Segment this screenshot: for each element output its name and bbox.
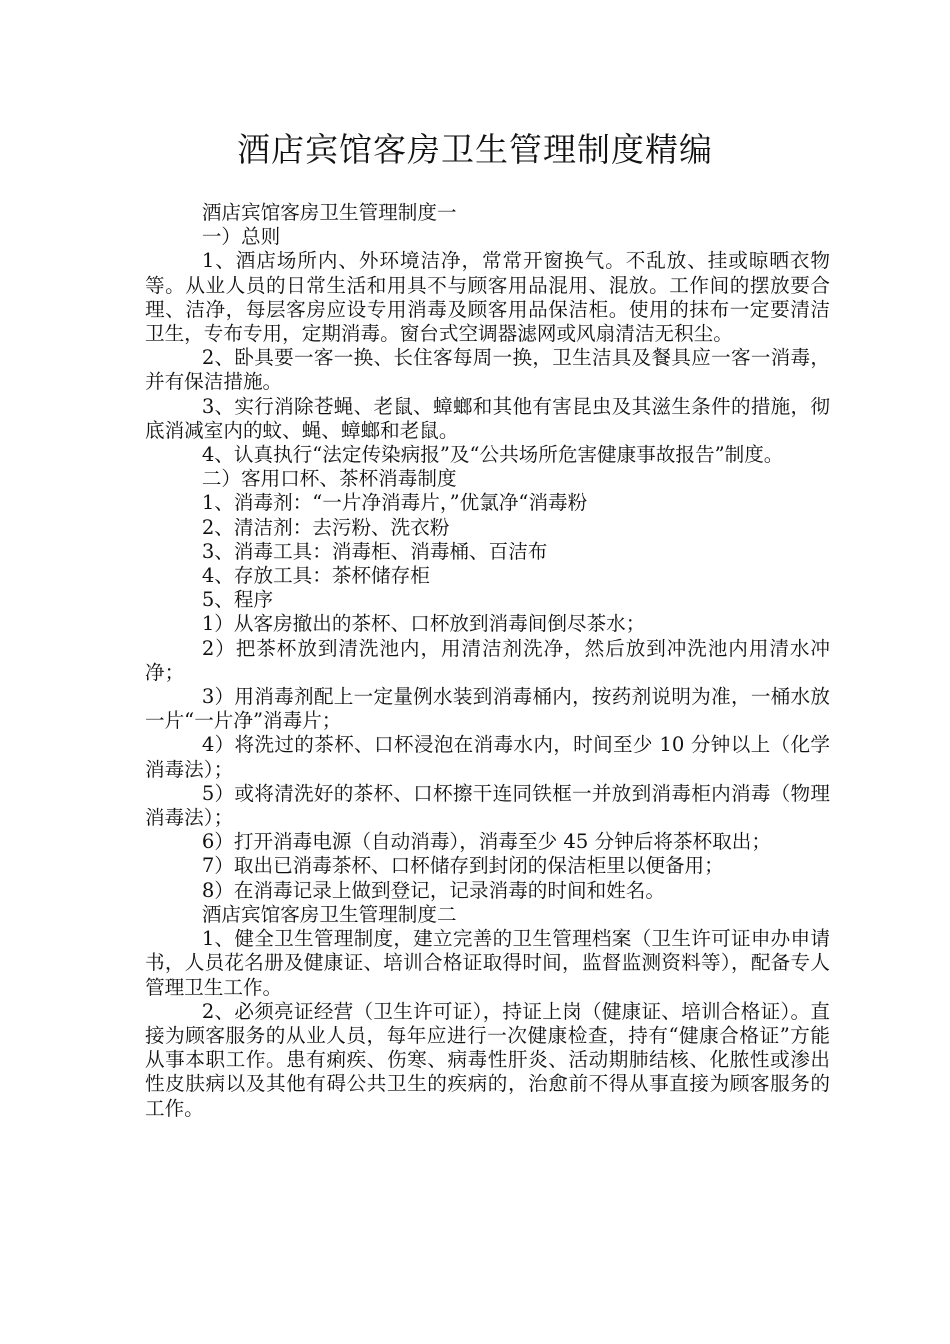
procedure-step: 4）将洗过的茶杯、口杯浸泡在消毒水内，时间至少 10 分钟以上（化学消毒法）； [145,733,830,781]
procedure-step: 6）打开消毒电源（自动消毒），消毒至少 45 分钟后将茶杯取出； [201,830,771,854]
list-item: 3、消毒工具：消毒柜、消毒桶、百洁布 [201,539,548,563]
section-heading-1: 酒店宾馆客房卫生管理制度一 [201,201,457,224]
procedure-step: 5）或将清洗好的茶杯、口杯擦干连同铁框一并放到消毒柜内消毒（物理消毒法）； [145,781,830,830]
procedure-step: 3）用消毒剂配上一定量例水装到消毒桶内，按药剂说明为准，一桶水放一片“一片净”消毒片； [145,685,830,733]
paragraph: 2、卧具要一客一换、长住客每周一换，卫生洁具及餐具应一客一消毒，并有保洁措施。 [145,346,830,394]
document-title: 酒店宾馆客房卫生管理制度精编 [237,130,713,169]
paragraph: 4、认真执行“法定传染病报”及“公共场所危害健康事故报告”制度。 [201,443,784,467]
procedure-step: 8）在消毒记录上做到登记，记录消毒的时间和姓名。 [201,878,665,902]
section-heading-2: 酒店宾馆客房卫生管理制度二 [201,902,457,926]
paragraph: 2、必须亮证经营（卫生许可证），持证上岗（健康证、培训合格证）。直接为顾客服务的从业人员，每年应进行一次健康检查，持有“健康合格证”方能从事本职工作。患有痢疾、伤寒、病毒性肝炎、活动期肺结核、化脓性或渗出性皮肤病以及其他有碍公共卫生的疾病的，治愈前不得从事直接为顾客服务的工作。 [145,999,830,1120]
procedure-step: 1）从客房撤出的茶杯、口杯放到消毒间倒尽茶水； [201,612,646,636]
procedure-step: 7）取出已消毒茶杯、口杯储存到封闭的保洁柜里以便备用； [201,854,724,878]
list-item: 4、存放工具：茶杯储存柜 [201,564,430,588]
list-item: 1、消毒剂：“一片净消毒片，”优氯净“消毒粉 [201,491,588,515]
paragraph: 1、酒店场所内、外环境洁净，常常开窗换气。不乱放、挂或晾晒衣物等。从业人员的日常生活和用具不与顾客用品混用、混放。工作间的摆放要合理、洁净，每层客房应设专用消毒及顾客用品保洁柜。使用的抹布一定要清洁卫生，专布专用，定期消毒。窗台式空调器滤网或风扇清洁无积尘。 [145,249,830,346]
subsection-heading-cup-disinfection: 二）客用口杯、茶杯消毒制度 [201,467,457,491]
procedure-step: 2）把茶杯放到清洗池内，用清洁剂洗净，然后放到冲洗池内用清水冲净； [145,636,830,684]
paragraph: 3、实行消除苍蝇、老鼠、蟑螂和其他有害昆虫及其滋生条件的措施，彻底消减室内的蚊、蝇、蟑螂和老鼠。 [145,394,830,442]
document-body [145,201,830,1121]
list-item: 2、清洁剂：去污粉、洗衣粉 [201,515,450,539]
paragraph: 1、健全卫生管理制度，建立完善的卫生管理档案（卫生许可证申办申请书，人员花名册及健康证、培训合格证取得时间，监督监测资料等），配备专人管理卫生工作。 [145,927,830,999]
list-item: 5、程序 [201,588,274,612]
subsection-heading-general: 一）总则 [201,225,281,249]
